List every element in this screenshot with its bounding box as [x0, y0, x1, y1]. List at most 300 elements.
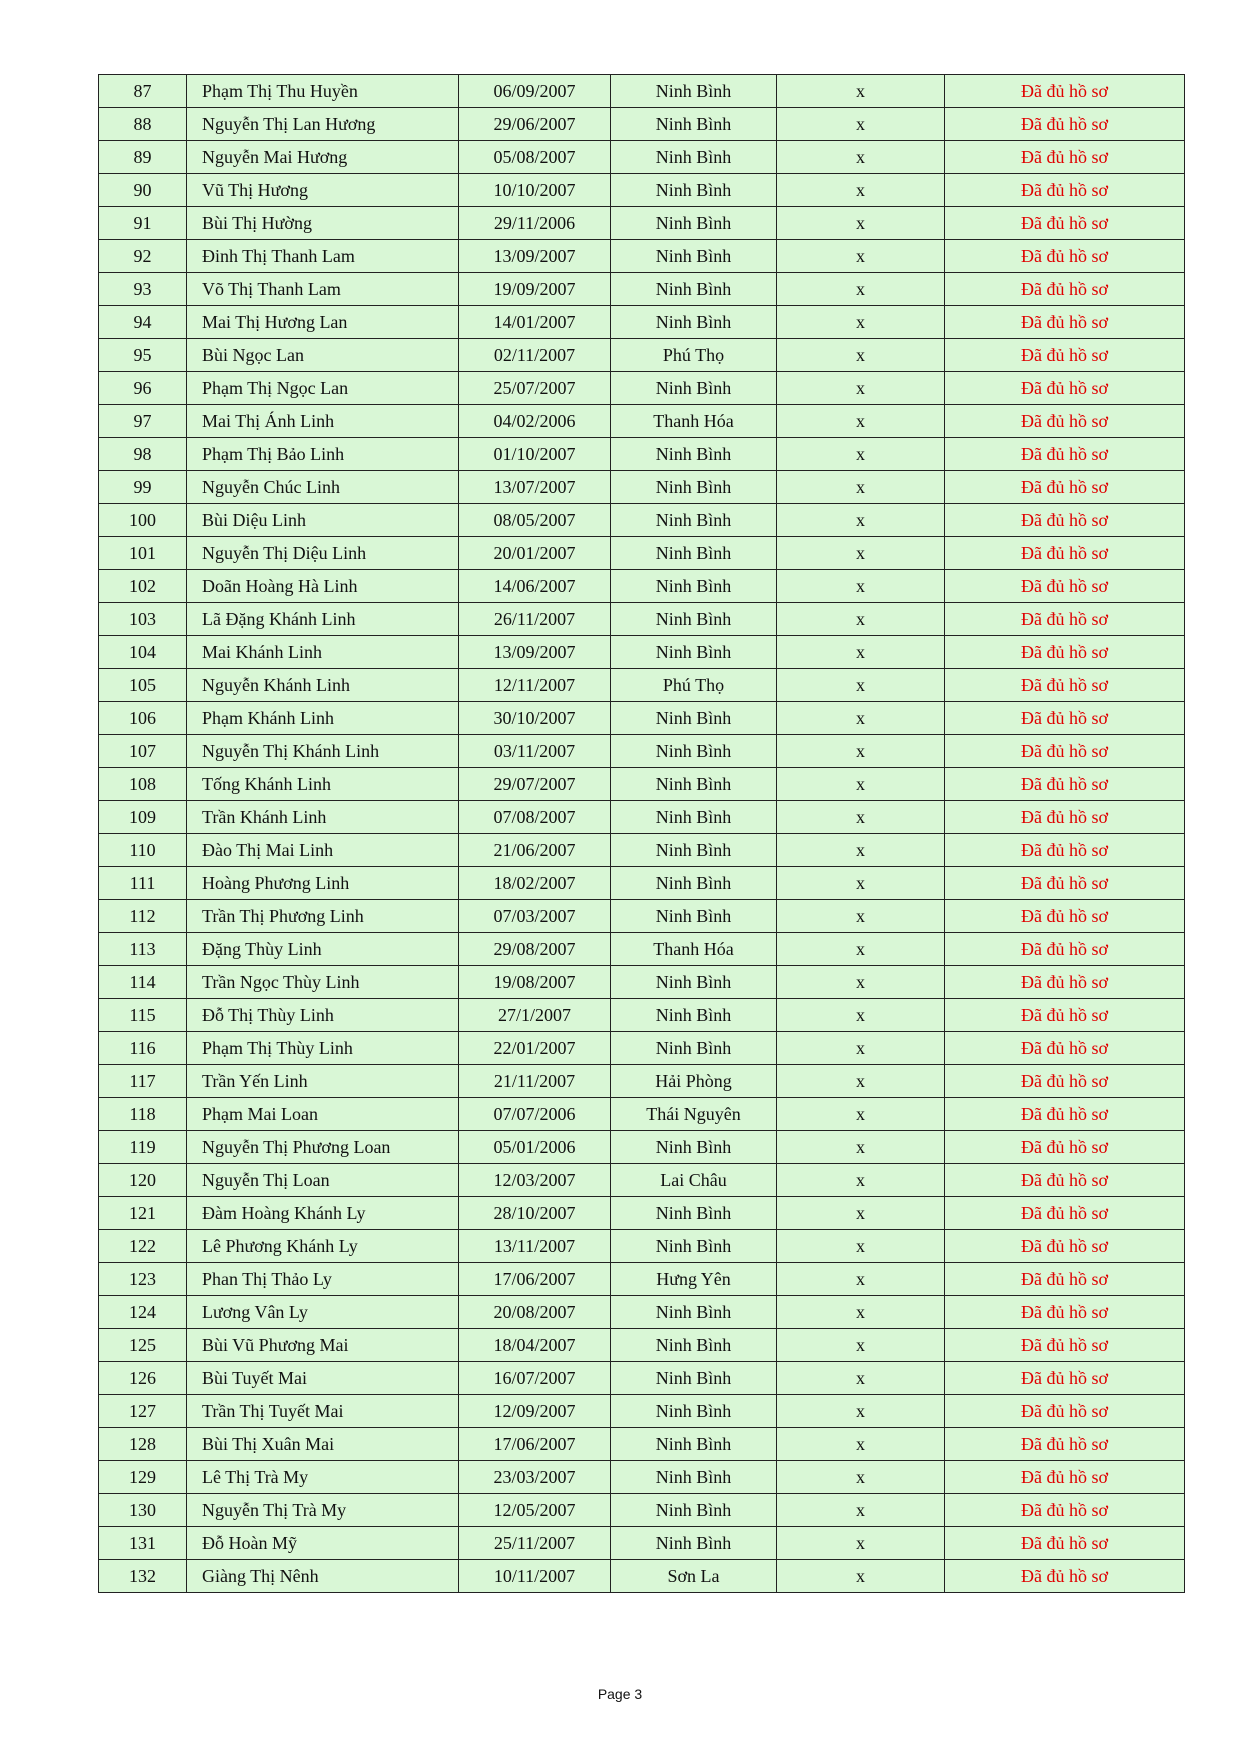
student-roster-table — [98, 74, 1185, 1593]
dossier-status: Đã đủ hồ sơ — [945, 141, 1185, 174]
birthplace: Ninh Bình — [611, 603, 777, 636]
birthplace: Ninh Bình — [611, 834, 777, 867]
dossier-status: Đã đủ hồ sơ — [945, 801, 1185, 834]
dossier-status: Đã đủ hồ sơ — [945, 1362, 1185, 1395]
row-number: 115 — [99, 999, 187, 1032]
check-mark: x — [777, 1560, 945, 1593]
check-mark: x — [777, 1395, 945, 1428]
student-name: Bùi Diệu Linh — [187, 504, 459, 537]
check-mark: x — [777, 1296, 945, 1329]
check-mark: x — [777, 438, 945, 471]
student-name: Mai Khánh Linh — [187, 636, 459, 669]
dossier-status: Đã đủ hồ sơ — [945, 603, 1185, 636]
table-row — [99, 867, 1185, 900]
dossier-status: Đã đủ hồ sơ — [945, 1329, 1185, 1362]
date-of-birth: 05/08/2007 — [459, 141, 611, 174]
table-row — [99, 1527, 1185, 1560]
student-name: Giàng Thị Nênh — [187, 1560, 459, 1593]
table-row — [99, 1230, 1185, 1263]
date-of-birth: 17/06/2007 — [459, 1428, 611, 1461]
row-number: 120 — [99, 1164, 187, 1197]
dossier-status: Đã đủ hồ sơ — [945, 1296, 1185, 1329]
check-mark: x — [777, 1065, 945, 1098]
check-mark: x — [777, 240, 945, 273]
row-number: 100 — [99, 504, 187, 537]
row-number: 128 — [99, 1428, 187, 1461]
date-of-birth: 05/01/2006 — [459, 1131, 611, 1164]
birthplace: Ninh Bình — [611, 1329, 777, 1362]
table-row — [99, 1329, 1185, 1362]
birthplace: Ninh Bình — [611, 801, 777, 834]
date-of-birth: 12/03/2007 — [459, 1164, 611, 1197]
student-name: Trần Yến Linh — [187, 1065, 459, 1098]
birthplace: Ninh Bình — [611, 141, 777, 174]
date-of-birth: 14/01/2007 — [459, 306, 611, 339]
student-name: Đinh Thị Thanh Lam — [187, 240, 459, 273]
table-row — [99, 174, 1185, 207]
dossier-status: Đã đủ hồ sơ — [945, 933, 1185, 966]
check-mark: x — [777, 867, 945, 900]
row-number: 131 — [99, 1527, 187, 1560]
student-name: Đàm Hoàng Khánh Ly — [187, 1197, 459, 1230]
date-of-birth: 25/07/2007 — [459, 372, 611, 405]
row-number: 126 — [99, 1362, 187, 1395]
date-of-birth: 07/03/2007 — [459, 900, 611, 933]
birthplace: Ninh Bình — [611, 768, 777, 801]
row-number: 116 — [99, 1032, 187, 1065]
dossier-status: Đã đủ hồ sơ — [945, 504, 1185, 537]
row-number: 96 — [99, 372, 187, 405]
birthplace: Ninh Bình — [611, 1032, 777, 1065]
date-of-birth: 04/02/2006 — [459, 405, 611, 438]
date-of-birth: 20/08/2007 — [459, 1296, 611, 1329]
check-mark: x — [777, 801, 945, 834]
birthplace: Thanh Hóa — [611, 933, 777, 966]
student-name: Phạm Thị Thùy Linh — [187, 1032, 459, 1065]
table-row — [99, 603, 1185, 636]
table-row — [99, 1032, 1185, 1065]
date-of-birth: 12/11/2007 — [459, 669, 611, 702]
table-row — [99, 1461, 1185, 1494]
row-number: 125 — [99, 1329, 187, 1362]
birthplace: Ninh Bình — [611, 636, 777, 669]
student-name: Đỗ Hoàn Mỹ — [187, 1527, 459, 1560]
birthplace: Ninh Bình — [611, 75, 777, 108]
row-number: 97 — [99, 405, 187, 438]
row-number: 114 — [99, 966, 187, 999]
check-mark: x — [777, 339, 945, 372]
table-row — [99, 1131, 1185, 1164]
birthplace: Lai Châu — [611, 1164, 777, 1197]
dossier-status: Đã đủ hồ sơ — [945, 768, 1185, 801]
row-number: 90 — [99, 174, 187, 207]
table-row — [99, 207, 1185, 240]
row-number: 127 — [99, 1395, 187, 1428]
dossier-status: Đã đủ hồ sơ — [945, 1428, 1185, 1461]
student-name: Nguyễn Thị Loan — [187, 1164, 459, 1197]
dossier-status: Đã đủ hồ sơ — [945, 669, 1185, 702]
dossier-status: Đã đủ hồ sơ — [945, 108, 1185, 141]
date-of-birth: 19/09/2007 — [459, 273, 611, 306]
dossier-status: Đã đủ hồ sơ — [945, 438, 1185, 471]
student-name: Nguyễn Khánh Linh — [187, 669, 459, 702]
row-number: 130 — [99, 1494, 187, 1527]
check-mark: x — [777, 636, 945, 669]
row-number: 113 — [99, 933, 187, 966]
student-name: Nguyễn Mai Hương — [187, 141, 459, 174]
birthplace: Ninh Bình — [611, 900, 777, 933]
row-number: 107 — [99, 735, 187, 768]
dossier-status: Đã đủ hồ sơ — [945, 1065, 1185, 1098]
dossier-status: Đã đủ hồ sơ — [945, 999, 1185, 1032]
table-row — [99, 1362, 1185, 1395]
row-number: 99 — [99, 471, 187, 504]
dossier-status: Đã đủ hồ sơ — [945, 1560, 1185, 1593]
birthplace: Ninh Bình — [611, 537, 777, 570]
date-of-birth: 06/09/2007 — [459, 75, 611, 108]
student-name: Bùi Thị Hường — [187, 207, 459, 240]
check-mark: x — [777, 966, 945, 999]
date-of-birth: 13/09/2007 — [459, 636, 611, 669]
table-row — [99, 141, 1185, 174]
table-row — [99, 1263, 1185, 1296]
row-number: 104 — [99, 636, 187, 669]
birthplace: Thái Nguyên — [611, 1098, 777, 1131]
student-name: Phạm Thị Thu Huyền — [187, 75, 459, 108]
check-mark: x — [777, 735, 945, 768]
check-mark: x — [777, 1461, 945, 1494]
date-of-birth: 20/01/2007 — [459, 537, 611, 570]
dossier-status: Đã đủ hồ sơ — [945, 1131, 1185, 1164]
date-of-birth: 17/06/2007 — [459, 1263, 611, 1296]
check-mark: x — [777, 570, 945, 603]
student-name: Đỗ Thị Thùy Linh — [187, 999, 459, 1032]
date-of-birth: 03/11/2007 — [459, 735, 611, 768]
date-of-birth: 02/11/2007 — [459, 339, 611, 372]
row-number: 102 — [99, 570, 187, 603]
date-of-birth: 21/11/2007 — [459, 1065, 611, 1098]
birthplace: Hưng Yên — [611, 1263, 777, 1296]
student-name: Nguyễn Thị Khánh Linh — [187, 735, 459, 768]
date-of-birth: 29/11/2006 — [459, 207, 611, 240]
table-row — [99, 999, 1185, 1032]
check-mark: x — [777, 1131, 945, 1164]
date-of-birth: 18/02/2007 — [459, 867, 611, 900]
birthplace: Ninh Bình — [611, 867, 777, 900]
student-name: Lã Đặng Khánh Linh — [187, 603, 459, 636]
check-mark: x — [777, 207, 945, 240]
table-row — [99, 1560, 1185, 1593]
table-row — [99, 669, 1185, 702]
row-number: 105 — [99, 669, 187, 702]
dossier-status: Đã đủ hồ sơ — [945, 900, 1185, 933]
check-mark: x — [777, 1263, 945, 1296]
student-name: Vũ Thị Hương — [187, 174, 459, 207]
page-number: Page 3 — [597, 1686, 643, 1702]
dossier-status: Đã đủ hồ sơ — [945, 636, 1185, 669]
check-mark: x — [777, 1164, 945, 1197]
student-name: Trần Thị Tuyết Mai — [187, 1395, 459, 1428]
student-name: Mai Thị Hương Lan — [187, 306, 459, 339]
dossier-status: Đã đủ hồ sơ — [945, 570, 1185, 603]
dossier-status: Đã đủ hồ sơ — [945, 1494, 1185, 1527]
row-number: 106 — [99, 702, 187, 735]
student-name: Lương Vân Ly — [187, 1296, 459, 1329]
student-name: Bùi Vũ Phương Mai — [187, 1329, 459, 1362]
date-of-birth: 28/10/2007 — [459, 1197, 611, 1230]
date-of-birth: 13/11/2007 — [459, 1230, 611, 1263]
table-row — [99, 636, 1185, 669]
dossier-status: Đã đủ hồ sơ — [945, 273, 1185, 306]
table-row — [99, 405, 1185, 438]
table-row — [99, 537, 1185, 570]
dossier-status: Đã đủ hồ sơ — [945, 1164, 1185, 1197]
table-row — [99, 735, 1185, 768]
dossier-status: Đã đủ hồ sơ — [945, 174, 1185, 207]
table-row — [99, 273, 1185, 306]
check-mark: x — [777, 999, 945, 1032]
table-row — [99, 966, 1185, 999]
table-row — [99, 504, 1185, 537]
table-row — [99, 801, 1185, 834]
table-row — [99, 1395, 1185, 1428]
dossier-status: Đã đủ hồ sơ — [945, 735, 1185, 768]
date-of-birth: 29/07/2007 — [459, 768, 611, 801]
date-of-birth: 16/07/2007 — [459, 1362, 611, 1395]
date-of-birth: 23/03/2007 — [459, 1461, 611, 1494]
date-of-birth: 14/06/2007 — [459, 570, 611, 603]
row-number: 109 — [99, 801, 187, 834]
row-number: 122 — [99, 1230, 187, 1263]
check-mark: x — [777, 405, 945, 438]
check-mark: x — [777, 174, 945, 207]
table-row — [99, 1428, 1185, 1461]
student-name: Lê Phương Khánh Ly — [187, 1230, 459, 1263]
birthplace: Ninh Bình — [611, 1197, 777, 1230]
date-of-birth: 12/09/2007 — [459, 1395, 611, 1428]
dossier-status: Đã đủ hồ sơ — [945, 1395, 1185, 1428]
dossier-status: Đã đủ hồ sơ — [945, 966, 1185, 999]
student-name: Phan Thị Thảo Ly — [187, 1263, 459, 1296]
row-number: 91 — [99, 207, 187, 240]
birthplace: Ninh Bình — [611, 1494, 777, 1527]
student-name: Nguyễn Thị Diệu Linh — [187, 537, 459, 570]
student-name: Mai Thị Ánh Linh — [187, 405, 459, 438]
table-row — [99, 108, 1185, 141]
birthplace: Ninh Bình — [611, 1428, 777, 1461]
row-number: 93 — [99, 273, 187, 306]
dossier-status: Đã đủ hồ sơ — [945, 1461, 1185, 1494]
student-name: Bùi Tuyết Mai — [187, 1362, 459, 1395]
check-mark: x — [777, 1197, 945, 1230]
row-number: 119 — [99, 1131, 187, 1164]
row-number: 132 — [99, 1560, 187, 1593]
table-row — [99, 1164, 1185, 1197]
student-name: Nguyễn Thị Phương Loan — [187, 1131, 459, 1164]
check-mark: x — [777, 273, 945, 306]
date-of-birth: 10/11/2007 — [459, 1560, 611, 1593]
row-number: 121 — [99, 1197, 187, 1230]
table-row — [99, 438, 1185, 471]
student-name: Bùi Thị Xuân Mai — [187, 1428, 459, 1461]
table-row — [99, 306, 1185, 339]
dossier-status: Đã đủ hồ sơ — [945, 1230, 1185, 1263]
table-row — [99, 570, 1185, 603]
student-name: Nguyễn Chúc Linh — [187, 471, 459, 504]
birthplace: Ninh Bình — [611, 372, 777, 405]
birthplace: Phú Thọ — [611, 669, 777, 702]
dossier-status: Đã đủ hồ sơ — [945, 1263, 1185, 1296]
birthplace: Ninh Bình — [611, 999, 777, 1032]
table-row — [99, 471, 1185, 504]
student-name: Nguyễn Thị Trà My — [187, 1494, 459, 1527]
row-number: 98 — [99, 438, 187, 471]
student-name: Nguyễn Thị Lan Hương — [187, 108, 459, 141]
dossier-status: Đã đủ hồ sơ — [945, 702, 1185, 735]
table-row — [99, 240, 1185, 273]
table-row — [99, 1494, 1185, 1527]
check-mark: x — [777, 1329, 945, 1362]
date-of-birth: 08/05/2007 — [459, 504, 611, 537]
birthplace: Ninh Bình — [611, 273, 777, 306]
birthplace: Phú Thọ — [611, 339, 777, 372]
dossier-status: Đã đủ hồ sơ — [945, 339, 1185, 372]
student-name: Trần Thị Phương Linh — [187, 900, 459, 933]
check-mark: x — [777, 702, 945, 735]
dossier-status: Đã đủ hồ sơ — [945, 75, 1185, 108]
table-row — [99, 933, 1185, 966]
birthplace: Ninh Bình — [611, 174, 777, 207]
check-mark: x — [777, 933, 945, 966]
check-mark: x — [777, 603, 945, 636]
table-row — [99, 372, 1185, 405]
check-mark: x — [777, 1527, 945, 1560]
check-mark: x — [777, 669, 945, 702]
check-mark: x — [777, 75, 945, 108]
dossier-status: Đã đủ hồ sơ — [945, 537, 1185, 570]
student-name: Doãn Hoàng Hà Linh — [187, 570, 459, 603]
check-mark: x — [777, 372, 945, 405]
date-of-birth: 27/1/2007 — [459, 999, 611, 1032]
check-mark: x — [777, 1428, 945, 1461]
date-of-birth: 29/06/2007 — [459, 108, 611, 141]
student-name: Bùi Ngọc Lan — [187, 339, 459, 372]
student-name: Võ Thị Thanh Lam — [187, 273, 459, 306]
row-number: 129 — [99, 1461, 187, 1494]
row-number: 118 — [99, 1098, 187, 1131]
dossier-status: Đã đủ hồ sơ — [945, 1527, 1185, 1560]
date-of-birth: 21/06/2007 — [459, 834, 611, 867]
birthplace: Ninh Bình — [611, 1230, 777, 1263]
student-name: Phạm Thị Ngọc Lan — [187, 372, 459, 405]
birthplace: Ninh Bình — [611, 1461, 777, 1494]
check-mark: x — [777, 471, 945, 504]
check-mark: x — [777, 108, 945, 141]
dossier-status: Đã đủ hồ sơ — [945, 306, 1185, 339]
birthplace: Ninh Bình — [611, 108, 777, 141]
table-row — [99, 339, 1185, 372]
birthplace: Hải Phòng — [611, 1065, 777, 1098]
dossier-status: Đã đủ hồ sơ — [945, 1098, 1185, 1131]
birthplace: Ninh Bình — [611, 1296, 777, 1329]
row-number: 103 — [99, 603, 187, 636]
date-of-birth: 07/08/2007 — [459, 801, 611, 834]
check-mark: x — [777, 1494, 945, 1527]
birthplace: Sơn La — [611, 1560, 777, 1593]
table-row — [99, 1065, 1185, 1098]
student-name: Phạm Khánh Linh — [187, 702, 459, 735]
student-name: Tống Khánh Linh — [187, 768, 459, 801]
row-number: 111 — [99, 867, 187, 900]
row-number: 94 — [99, 306, 187, 339]
date-of-birth: 07/07/2006 — [459, 1098, 611, 1131]
check-mark: x — [777, 1032, 945, 1065]
student-roster-sheet — [98, 74, 1184, 1593]
dossier-status: Đã đủ hồ sơ — [945, 471, 1185, 504]
date-of-birth: 13/07/2007 — [459, 471, 611, 504]
table-row — [99, 702, 1185, 735]
check-mark: x — [777, 1230, 945, 1263]
date-of-birth: 13/09/2007 — [459, 240, 611, 273]
birthplace: Ninh Bình — [611, 207, 777, 240]
row-number: 108 — [99, 768, 187, 801]
table-row — [99, 768, 1185, 801]
check-mark: x — [777, 1362, 945, 1395]
birthplace: Ninh Bình — [611, 1527, 777, 1560]
date-of-birth: 19/08/2007 — [459, 966, 611, 999]
student-name: Trần Khánh Linh — [187, 801, 459, 834]
student-name: Lê Thị Trà My — [187, 1461, 459, 1494]
check-mark: x — [777, 834, 945, 867]
table-row — [99, 1098, 1185, 1131]
student-name: Hoàng Phương Linh — [187, 867, 459, 900]
date-of-birth: 12/05/2007 — [459, 1494, 611, 1527]
row-number: 92 — [99, 240, 187, 273]
birthplace: Ninh Bình — [611, 1395, 777, 1428]
dossier-status: Đã đủ hồ sơ — [945, 867, 1185, 900]
dossier-status: Đã đủ hồ sơ — [945, 1032, 1185, 1065]
check-mark: x — [777, 141, 945, 174]
row-number: 87 — [99, 75, 187, 108]
row-number: 117 — [99, 1065, 187, 1098]
date-of-birth: 22/01/2007 — [459, 1032, 611, 1065]
student-name: Trần Ngọc Thùy Linh — [187, 966, 459, 999]
check-mark: x — [777, 537, 945, 570]
dossier-status: Đã đủ hồ sơ — [945, 240, 1185, 273]
row-number: 89 — [99, 141, 187, 174]
row-number: 101 — [99, 537, 187, 570]
date-of-birth: 26/11/2007 — [459, 603, 611, 636]
birthplace: Ninh Bình — [611, 1131, 777, 1164]
date-of-birth: 25/11/2007 — [459, 1527, 611, 1560]
student-name: Đặng Thùy Linh — [187, 933, 459, 966]
birthplace: Ninh Bình — [611, 570, 777, 603]
birthplace: Ninh Bình — [611, 471, 777, 504]
row-number: 110 — [99, 834, 187, 867]
check-mark: x — [777, 504, 945, 537]
check-mark: x — [777, 900, 945, 933]
birthplace: Ninh Bình — [611, 240, 777, 273]
table-row — [99, 834, 1185, 867]
table-row — [99, 1296, 1185, 1329]
birthplace: Ninh Bình — [611, 306, 777, 339]
birthplace: Thanh Hóa — [611, 405, 777, 438]
table-row — [99, 900, 1185, 933]
birthplace: Ninh Bình — [611, 966, 777, 999]
birthplace: Ninh Bình — [611, 438, 777, 471]
dossier-status: Đã đủ hồ sơ — [945, 834, 1185, 867]
date-of-birth: 30/10/2007 — [459, 702, 611, 735]
